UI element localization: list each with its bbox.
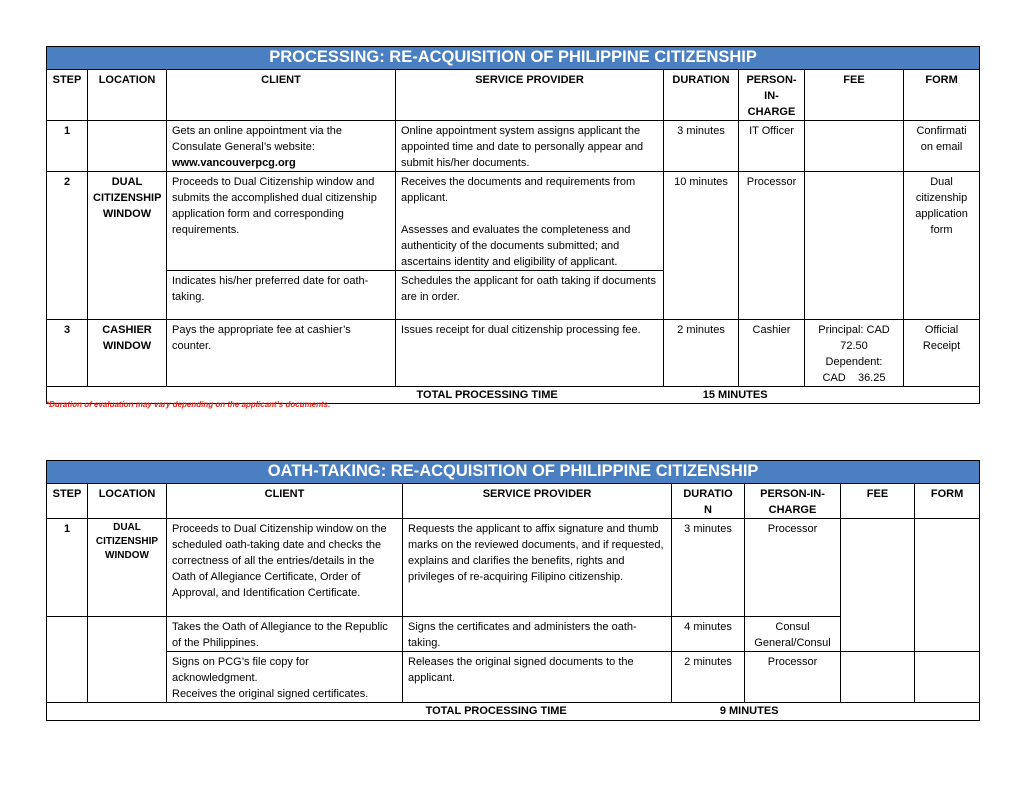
provider-cell: Requests the applicant to affix signature and thumb marks on the reviewed documents, and if requested, explains and clarifies the benefits, rights and privileges of re-acquiring Filipino citizenship. [403, 519, 672, 617]
header-person-in-charge: PERSON-IN- CHARGE [745, 484, 841, 519]
client-cell: Pays the appropriate fee at cashier’s counter. [167, 320, 396, 387]
provider-cell: Issues receipt for dual citizenship processing fee. [396, 320, 664, 387]
header-location: LOCATION [88, 70, 167, 121]
location-cell [88, 121, 167, 172]
client-cell: Signs on PCG’s file copy for acknowledgment. Receives the original signed certificates. [167, 652, 403, 703]
provider-cell: Online appointment system assigns applicant the appointed time and date to personally appear and submit his/her documents. [396, 121, 664, 172]
header-duration: DURATION [664, 70, 739, 121]
table-row [47, 320, 980, 387]
form-cell: Dual citizenship application form [904, 172, 980, 320]
duration-cell: 2 minutes [664, 320, 739, 387]
duration-cell: 4 minutes [672, 617, 745, 652]
fee-cell [841, 652, 915, 703]
header-form: FORM [904, 70, 980, 121]
step-number: 2 [47, 172, 88, 320]
person-cell: Processor [745, 519, 841, 617]
header-fee: FEE [841, 484, 915, 519]
duration-cell: 3 minutes [672, 519, 745, 617]
duration-cell: 10 minutes [664, 172, 739, 320]
total-time-value: 9 MINUTES [719, 705, 779, 717]
header-form: FORM [915, 484, 980, 519]
header-person-in-charge: PERSON- IN- CHARGE [739, 70, 805, 121]
client-cell: Takes the Oath of Allegiance to the Republic of the Philippines. [167, 617, 403, 652]
client-cell: Proceeds to Dual Citizenship window and submits the accomplished dual citizenship application form and corresponding requirements. [167, 172, 396, 271]
duration-cell: 2 minutes [672, 652, 745, 703]
location-cell: DUAL CITIZENSHIP WINDOW [88, 172, 167, 320]
table-row [47, 652, 980, 703]
client-cell: Indicates his/her preferred date for oath-taking. [167, 271, 396, 320]
oath-taking-title: OATH-TAKING: RE-ACQUISITION OF PHILIPPINE CITIZENSHIP [47, 461, 980, 484]
header-client: CLIENT [167, 70, 396, 121]
header-client: CLIENT [167, 484, 403, 519]
total-time-label: TOTAL PROCESSING TIME [416, 389, 558, 401]
location-cell: DUAL CITIZENSHIP WINDOW [88, 519, 167, 617]
header-step: STEP [47, 70, 88, 121]
person-cell: IT Officer [739, 121, 805, 172]
step-number: 1 [47, 519, 88, 617]
header-step: STEP [47, 484, 88, 519]
person-cell: Cashier [739, 320, 805, 387]
total-row [47, 703, 980, 721]
provider-cell: Signs the certificates and administers the oath-taking. [403, 617, 672, 652]
table-row [47, 519, 980, 617]
header-location: LOCATION [88, 484, 167, 519]
total-time-label: TOTAL PROCESSING TIME [425, 705, 567, 717]
provider-cell: Receives the documents and requirements from applicant. Assesses and evaluates the completeness and authenticity of the documents submitted; and ascertains identity and eligibility of applicant. [396, 172, 664, 271]
table-row [47, 172, 980, 271]
person-cell: Consul General/Consul [745, 617, 841, 652]
form-cell: Official Receipt [904, 320, 980, 387]
form-cell [915, 519, 980, 652]
table-row [47, 121, 980, 172]
fee-cell [841, 519, 915, 652]
processing-title: PROCESSING: RE-ACQUISITION OF PHILIPPINE CITIZENSHIP [47, 47, 980, 70]
header-duration: DURATIO N [672, 484, 745, 519]
fee-cell: Principal: CAD 72.50 Dependent: CAD 36.25 [805, 320, 904, 387]
processing-table [46, 46, 980, 404]
header-service-provider: SERVICE PROVIDER [403, 484, 672, 519]
step-number: 3 [47, 320, 88, 387]
provider-cell: Schedules the applicant for oath taking if documents are in order. [396, 271, 664, 320]
client-cell: Gets an online appointment via the Consulate General’s website: www.vancouverpcg.org [167, 121, 396, 172]
person-cell: Processor [739, 172, 805, 320]
total-time-value: 15 MINUTES [702, 389, 768, 401]
location-cell [88, 617, 167, 703]
duration-cell: 3 minutes [664, 121, 739, 172]
step-number: 1 [47, 121, 88, 172]
header-service-provider: SERVICE PROVIDER [396, 70, 664, 121]
table-row [47, 617, 980, 652]
oath-taking-table [46, 460, 980, 721]
duration-note: *Duration of evaluation may vary depending on the applicant’s documents. [46, 400, 331, 409]
step-cell [47, 617, 88, 703]
fee-cell [805, 172, 904, 320]
person-cell: Processor [745, 652, 841, 703]
provider-cell: Releases the original signed documents to the applicant. [403, 652, 672, 703]
fee-cell [805, 121, 904, 172]
form-cell [915, 652, 980, 703]
website-link[interactable]: www.vancouverpcg.org [172, 157, 296, 169]
location-cell: CASHIER WINDOW [88, 320, 167, 387]
form-cell: Confirmati on email [904, 121, 980, 172]
client-cell: Proceeds to Dual Citizenship window on the scheduled oath-taking date and checks the correctness of all the entries/details in the Oath of Allegiance Certificate, Order of Approval, and Identification Certificate. [167, 519, 403, 617]
header-fee: FEE [805, 70, 904, 121]
